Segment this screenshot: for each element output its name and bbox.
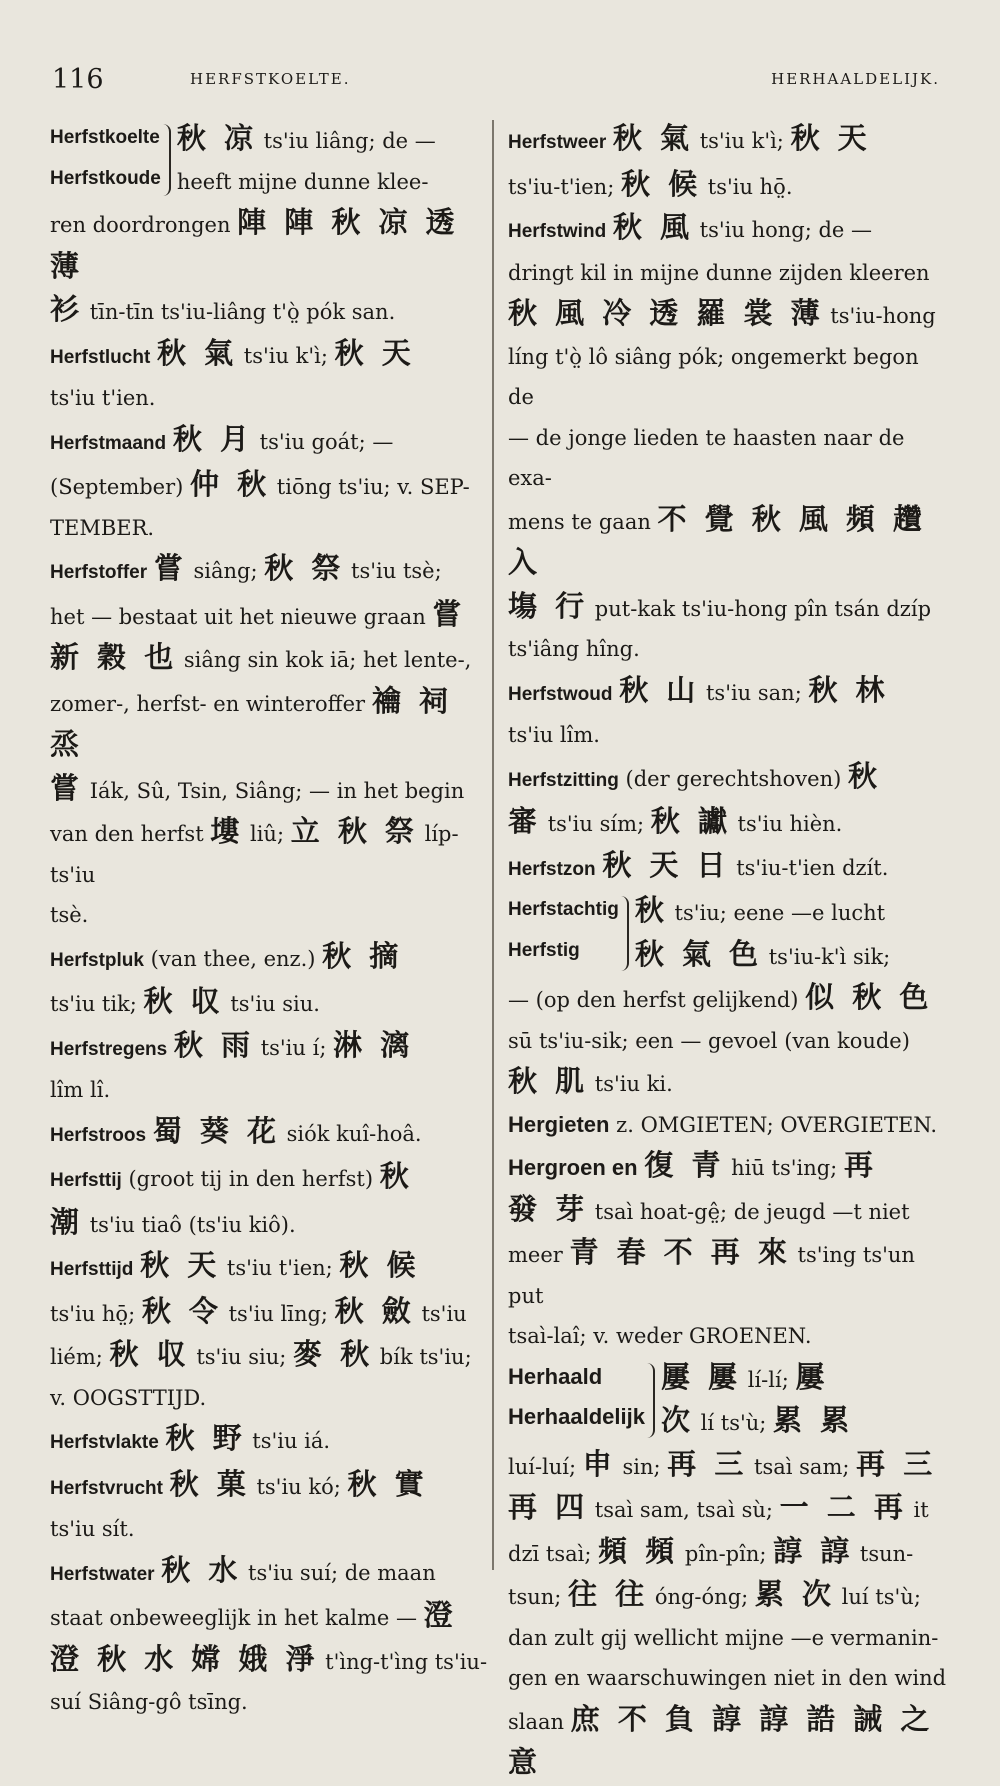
chinese-characters: 似 秋 色 bbox=[805, 980, 933, 1014]
entry-text: 秋 天 ts'iu t'ien; 秋 候 bbox=[140, 1248, 420, 1282]
chinese-characters: 秋 天 bbox=[790, 121, 871, 155]
entry-text: TEMBER. bbox=[50, 515, 155, 540]
dictionary-entry bbox=[50, 1245, 488, 1291]
entry-line bbox=[508, 1316, 948, 1357]
entry-text: ts'iâng hîng. bbox=[508, 637, 640, 661]
entry-text: staat onbeweeglijk in het kalme — 澄 bbox=[50, 1598, 457, 1632]
entry-text: ts'iu hō̤; 秋 令 ts'iu līng; 秋 斂 ts'iu bbox=[50, 1293, 467, 1328]
headword: Herfstmaand bbox=[50, 432, 167, 454]
entry-line bbox=[50, 981, 488, 1025]
chinese-characters: 秋 収 bbox=[143, 984, 224, 1018]
entry-text: (van thee, enz.) 秋 摘 bbox=[143, 938, 403, 973]
entry-text: gen en waarschuwingen niet in den wind bbox=[508, 1666, 947, 1690]
entry-text: tsaì-laî; v. weder GROENEN. bbox=[508, 1324, 812, 1348]
chinese-characters: 秋 山 bbox=[619, 672, 700, 707]
entry-line bbox=[508, 1658, 948, 1699]
headword: Herfstweer bbox=[508, 132, 607, 153]
chinese-characters: 秋 風 bbox=[612, 210, 693, 244]
chinese-characters: 發 芽 bbox=[508, 1191, 589, 1226]
chinese-characters: 嘗 bbox=[432, 596, 466, 631]
entry-line: 秋 凉 ts'iu liâng; de — bbox=[176, 121, 436, 155]
chinese-characters: 秋 氣 bbox=[612, 121, 694, 155]
entry-text: 秋 肌 ts'iu ki. bbox=[508, 1064, 673, 1098]
chinese-characters: 秋 肌 bbox=[508, 1064, 589, 1098]
entry-text: 衫 tīn-tīn ts'iu-liâng t'ò̤ pók san. bbox=[50, 292, 396, 326]
entry-line bbox=[50, 1509, 488, 1550]
chinese-characters: 麥 秋 bbox=[293, 1337, 374, 1371]
entry-line bbox=[50, 1202, 488, 1246]
dictionary-entry bbox=[50, 333, 488, 379]
entry-line bbox=[50, 594, 488, 638]
chinese-characters: 復 青 bbox=[644, 1148, 725, 1182]
entry-text: ren doordrongen 陣 陣 秋 凉 透 薄 bbox=[50, 205, 459, 283]
entry-text: 秋 風 ts'iu hong; de — bbox=[612, 210, 872, 244]
headword: Herhaald bbox=[508, 1363, 603, 1389]
entry-text: v. OOGSTTIJD. bbox=[50, 1385, 207, 1410]
chinese-characters: 蜀 葵 花 bbox=[152, 1113, 280, 1148]
chinese-characters: 仲 秋 bbox=[190, 467, 271, 501]
chinese-characters: 秋 風 冷 透 羅 裳 薄 bbox=[508, 296, 824, 330]
dictionary-entry bbox=[50, 1025, 488, 1071]
chinese-characters: 秋 氣 bbox=[156, 335, 238, 370]
chinese-characters: 秋 實 bbox=[347, 1466, 428, 1501]
chinese-characters: 秋 月 bbox=[172, 421, 253, 456]
entry-text: ts'iu tik; 秋 収 ts'iu siu. bbox=[50, 984, 320, 1018]
brace bbox=[647, 1363, 655, 1438]
entry-text: 發 芽 tsaì hoat-gê̤; de jeugd —t niet bbox=[508, 1191, 910, 1226]
chinese-characters: 秋 収 bbox=[109, 1337, 190, 1371]
headword: Herfstkoude bbox=[50, 167, 161, 189]
dictionary-entry bbox=[50, 1550, 488, 1596]
entry-line bbox=[50, 811, 488, 895]
entry-text: sū ts'iu-sik; een — gevoel (van koude) bbox=[508, 1028, 910, 1053]
chinese-characters: 再 四 bbox=[508, 1490, 589, 1524]
entry-line: 秋 ts'iu; eene —e lucht bbox=[634, 893, 886, 927]
headword: Herfstig bbox=[508, 939, 580, 961]
chinese-characters: 諄 諄 bbox=[773, 1533, 854, 1568]
column-divider bbox=[492, 120, 494, 1570]
headword: Herfstzitting bbox=[508, 769, 619, 791]
chinese-characters: 禴 祠 烝 bbox=[50, 683, 452, 761]
entry-line bbox=[508, 1232, 948, 1316]
brace bbox=[163, 124, 171, 196]
entry-text: 新 穀 也 siâng sin kok iā; het lente-, bbox=[50, 640, 472, 674]
entry-text: het — bestaat uit het nieuwe graan 嘗 bbox=[50, 596, 466, 631]
chinese-characters: 屢 bbox=[795, 1359, 829, 1394]
chinese-characters: 澄 秋 水 嫦 娥 淨 bbox=[50, 1641, 319, 1676]
entry-text: 蜀 葵 花 siók kuî-hoâ. bbox=[152, 1113, 422, 1148]
dictionary-entry bbox=[508, 845, 948, 891]
entry-line bbox=[50, 508, 488, 549]
entry-text: liém; 秋 収 ts'iu siu; 麥 秋 bík ts'iu; bbox=[50, 1337, 472, 1371]
headword: Herfstvrucht bbox=[50, 1477, 163, 1499]
entry-line bbox=[508, 1487, 948, 1531]
chinese-characters: 秋 凉 bbox=[176, 121, 257, 155]
entry-line bbox=[508, 253, 948, 294]
chinese-characters: 秋 摘 bbox=[322, 938, 403, 973]
entry-line: 屢 屢 lí-lí; 屢 bbox=[660, 1359, 829, 1394]
entry-text: luí-luí; 申 sin; 再 三 tsaì sam; 再 三 bbox=[508, 1446, 937, 1481]
dictionary-entry bbox=[508, 670, 948, 716]
chinese-characters: 塿 bbox=[210, 814, 244, 848]
header-right-title: HERHAALDELIJK. bbox=[771, 70, 940, 88]
entry-text: (September) 仲 秋 tiōng ts'iu; v. SEP- bbox=[50, 467, 470, 501]
chinese-characters: 秋 bbox=[847, 758, 881, 793]
headword: Herfstpluk bbox=[50, 949, 144, 971]
grouped-entry bbox=[508, 890, 948, 977]
dictionary-entry bbox=[508, 1105, 948, 1146]
entry-line bbox=[50, 637, 488, 681]
entry-text: 秋 菓 ts'iu kó; 秋 實 bbox=[169, 1466, 428, 1501]
entry-line bbox=[508, 499, 948, 586]
headword: Herfstkoelte bbox=[50, 127, 160, 148]
entry-text: slaan 庶 不 負 諄 諄 誥 誡 之 意 bbox=[508, 1701, 934, 1779]
dictionary-entry bbox=[50, 936, 488, 982]
running-header bbox=[52, 62, 940, 102]
chinese-characters: 新 穀 也 bbox=[50, 640, 178, 674]
entry-text: 秋 氣 ts'iu k'ì; 秋 天 bbox=[612, 121, 871, 155]
chinese-characters: 秋 候 bbox=[620, 166, 702, 201]
chinese-characters: 往 往 bbox=[568, 1577, 649, 1611]
chinese-characters: 秋 菓 bbox=[169, 1466, 250, 1501]
entry-text: 嘗 Iák, Sû, Tsin, Siâng; — in het begin bbox=[50, 770, 465, 805]
entry-text: ts'iu lîm. bbox=[508, 723, 600, 747]
brace bbox=[621, 896, 629, 971]
chinese-characters: 秋 野 bbox=[165, 1421, 246, 1455]
chinese-characters: 秋 bbox=[379, 1159, 413, 1193]
headword: Herfstwind bbox=[508, 221, 607, 242]
entry-line bbox=[508, 164, 948, 208]
dictionary-entry bbox=[50, 1156, 488, 1202]
entry-text: 塲 行 put-kak ts'iu-hong pîn tsán dzíp bbox=[508, 588, 932, 623]
entry-text: — de jonge lieden te haasten naar de exa- bbox=[508, 425, 905, 490]
entry-line bbox=[50, 1334, 488, 1378]
entry-text: 秋 月 ts'iu goát; — bbox=[172, 421, 394, 456]
chinese-characters: 秋 bbox=[634, 893, 668, 927]
chinese-characters: 累 累 bbox=[773, 1403, 854, 1437]
dictionary-entry bbox=[508, 756, 948, 802]
entry-text: van den herfst 塿 liû; 立 秋 祭 líp-ts'iu bbox=[50, 814, 459, 887]
chinese-characters: 塲 行 bbox=[508, 588, 589, 623]
entry-line: heeft mijne dunne klee- bbox=[176, 169, 429, 194]
entry-text: 秋 雨 ts'iu í; 淋 漓 bbox=[173, 1027, 414, 1062]
chinese-characters: 頻 頻 bbox=[598, 1533, 679, 1568]
entry-text: líng t'ò̤ lô siâng pók; ongemerkt begon de bbox=[508, 344, 919, 409]
headword: Hergroen en bbox=[508, 1155, 638, 1180]
chinese-characters: 庶 不 負 諄 諄 誥 誡 之 意 bbox=[508, 1701, 934, 1779]
page-number: 116 bbox=[52, 64, 104, 95]
chinese-characters: 淋 漓 bbox=[333, 1027, 414, 1062]
entry-text: 秋 天 日 ts'iu-t'ien dzít. bbox=[602, 847, 889, 882]
headword: Herfstwater bbox=[50, 1563, 155, 1585]
left-column bbox=[50, 118, 488, 1723]
chinese-characters: 累 次 bbox=[754, 1577, 835, 1611]
chinese-characters: 澄 bbox=[423, 1598, 457, 1632]
chinese-characters: 次 bbox=[660, 1403, 694, 1437]
chinese-characters: 一 二 再 bbox=[779, 1490, 907, 1524]
entry-line bbox=[50, 1070, 488, 1111]
entry-line bbox=[508, 629, 948, 670]
entry-line: 次 lí ts'ù; 累 累 bbox=[660, 1403, 854, 1437]
chinese-characters: 再 三 bbox=[667, 1446, 748, 1481]
headword: Herfstachtig bbox=[508, 899, 619, 920]
header-left-title: HERFSTKOELTE. bbox=[190, 70, 351, 88]
entry-line bbox=[50, 202, 488, 289]
entry-text: 再 四 tsaì sam, tsaì sù; 一 二 再 it bbox=[508, 1490, 929, 1524]
entry-text: 復 青 hiū ts'ing; 再 bbox=[644, 1148, 877, 1182]
chinese-characters: 陣 陣 秋 凉 透 薄 bbox=[50, 205, 459, 283]
entry-text: 潮 ts'iu tiaô (ts'iu kiô). bbox=[50, 1204, 296, 1239]
grouped-entry bbox=[50, 118, 488, 202]
chinese-characters: 申 bbox=[582, 1446, 616, 1481]
entry-line bbox=[50, 1378, 488, 1419]
entry-text: dringt kil in mijne dunne zijden kleeren bbox=[508, 260, 930, 285]
chinese-characters: 秋 候 bbox=[339, 1248, 420, 1282]
entry-line bbox=[508, 1574, 948, 1618]
entry-text: tsè. bbox=[50, 903, 89, 927]
entry-line bbox=[508, 586, 948, 630]
headword: Herfstregens bbox=[50, 1038, 168, 1060]
entry-text: ts'iu t'ien. bbox=[50, 386, 156, 410]
dictionary-entry bbox=[50, 1111, 488, 1157]
chinese-characters: 嘗 bbox=[50, 770, 84, 805]
entry-text: dan zult gij wellicht mijne —e vermanin- bbox=[508, 1625, 939, 1650]
entry-text: mens te gaan 不 覺 秋 風 頻 趲 入 bbox=[508, 501, 927, 579]
chinese-characters: 秋 水 bbox=[161, 1552, 242, 1587]
entry-text: zomer-, herfst- en winteroffer 禴 祠 烝 bbox=[50, 683, 452, 761]
entry-text: tsun; 往 往 óng-óng; 累 次 luí ts'ù; bbox=[508, 1577, 921, 1611]
entry-line bbox=[508, 977, 948, 1021]
chinese-characters: 秋 氣 色 bbox=[634, 936, 763, 971]
entry-line bbox=[508, 337, 948, 418]
entry-line bbox=[50, 768, 488, 812]
headword: Herfsttijd bbox=[50, 1259, 134, 1280]
chinese-characters: 審 bbox=[508, 804, 542, 838]
chinese-characters: 再 三 bbox=[856, 1446, 937, 1481]
chinese-characters: 秋 天 bbox=[334, 335, 415, 370]
entry-text: 秋 氣 ts'iu k'ì; 秋 天 bbox=[156, 335, 415, 370]
entry-line bbox=[50, 1639, 488, 1683]
entry-line bbox=[50, 378, 488, 419]
entry-line bbox=[50, 1595, 488, 1639]
entry-line bbox=[50, 681, 488, 768]
entry-text: 秋 山 ts'iu san; 秋 林 bbox=[619, 672, 889, 707]
chinese-characters: 屢 屢 bbox=[660, 1359, 742, 1394]
chinese-characters: 秋 斂 bbox=[334, 1293, 415, 1328]
dictionary-entry bbox=[508, 207, 948, 253]
entry-line bbox=[508, 1699, 948, 1786]
chinese-characters: 秋 令 bbox=[141, 1293, 222, 1328]
chinese-characters: 秋 天 日 bbox=[602, 847, 730, 882]
entry-text: 嘗 siâng; 秋 祭 ts'iu tsè; bbox=[153, 551, 442, 585]
entry-text: — (op den herfst gelijkend) 似 秋 色 bbox=[508, 980, 933, 1014]
entry-line bbox=[50, 1291, 488, 1335]
entry-line bbox=[50, 289, 488, 333]
chinese-characters: 不 覺 秋 風 頻 趲 入 bbox=[508, 501, 927, 579]
entry-line bbox=[508, 801, 948, 845]
dictionary-entry bbox=[50, 1418, 488, 1464]
entry-text: ts'iu sít. bbox=[50, 1517, 135, 1541]
entry-line bbox=[508, 1531, 948, 1575]
chinese-characters: 秋 祭 bbox=[264, 551, 345, 585]
entry-line bbox=[508, 1021, 948, 1062]
chinese-characters: 秋 林 bbox=[808, 672, 889, 707]
entry-line bbox=[50, 1682, 488, 1723]
headword: Herfstwoud bbox=[508, 683, 613, 705]
chinese-characters: 嘗 bbox=[153, 551, 187, 585]
entry-text: 秋 風 冷 透 羅 裳 薄 ts'iu-hong bbox=[508, 296, 936, 330]
entry-line bbox=[508, 715, 948, 756]
entry-line bbox=[508, 1189, 948, 1233]
headword: Herfstroos bbox=[50, 1124, 147, 1146]
chinese-characters: 潮 bbox=[50, 1204, 84, 1239]
dictionary-entry bbox=[50, 1464, 488, 1510]
entry-line bbox=[50, 464, 488, 508]
chinese-characters: 秋 天 bbox=[140, 1248, 221, 1282]
chinese-characters: 秋 雨 bbox=[173, 1027, 255, 1062]
entry-text: meer 青 春 不 再 來 ts'ing ts'un put bbox=[508, 1235, 915, 1308]
dictionary-entry bbox=[508, 118, 948, 164]
right-column bbox=[508, 118, 948, 1786]
dictionary-entry bbox=[50, 419, 488, 465]
entry-text: (der gerechtshoven) 秋 bbox=[618, 758, 881, 793]
chinese-characters: 青 春 不 再 來 bbox=[569, 1235, 791, 1269]
entry-text: suí Siâng-gô tsīng. bbox=[50, 1690, 248, 1714]
dictionary-entry bbox=[50, 548, 488, 594]
chinese-characters: 再 bbox=[843, 1148, 877, 1182]
entry-text: dzī tsaì; 頻 頻 pîn-pîn; 諄 諄 tsun- bbox=[508, 1533, 914, 1568]
entry-text: (groot tij in den herfst) 秋 bbox=[121, 1159, 413, 1193]
headword: Herfsttij bbox=[50, 1170, 122, 1191]
entry-line bbox=[508, 418, 948, 499]
headword: Herhaaldelijk bbox=[508, 1404, 645, 1429]
entry-line: 秋 氣 色 ts'iu-k'ì sik; bbox=[634, 936, 891, 971]
headword: Herfstlucht bbox=[50, 346, 151, 368]
grouped-entry bbox=[508, 1357, 948, 1444]
entry-text: z. OMGIETEN; OVERGIETEN. bbox=[609, 1112, 938, 1137]
chinese-characters: 衫 bbox=[50, 292, 84, 326]
entry-text: 澄 秋 水 嫦 娥 淨 t'ìng-t'ìng ts'iu- bbox=[50, 1641, 488, 1676]
entry-text: lîm lî. bbox=[50, 1078, 111, 1102]
dictionary-entry bbox=[508, 1145, 948, 1189]
headword: Herfstzon bbox=[508, 858, 596, 880]
chinese-characters: 立 秋 祭 bbox=[290, 814, 418, 848]
entry-text: 秋 水 ts'iu suí; de maan bbox=[161, 1552, 436, 1587]
entry-line bbox=[50, 895, 488, 936]
entry-line bbox=[508, 1061, 948, 1105]
entry-line bbox=[508, 1618, 948, 1659]
entry-line bbox=[508, 1444, 948, 1488]
entry-line bbox=[508, 293, 948, 337]
entry-text: 秋 野 ts'iu iá. bbox=[165, 1421, 331, 1455]
entry-text: 審 ts'iu sím; 秋 讞 ts'iu hièn. bbox=[508, 804, 843, 838]
headword: Hergieten bbox=[508, 1111, 610, 1137]
headword: Herfstvlakte bbox=[50, 1432, 159, 1453]
chinese-characters: 秋 讞 bbox=[650, 804, 731, 838]
entry-text: ts'iu-t'ien; 秋 候 ts'iu hō̤. bbox=[508, 166, 793, 201]
headword: Herfstoffer bbox=[50, 562, 148, 583]
